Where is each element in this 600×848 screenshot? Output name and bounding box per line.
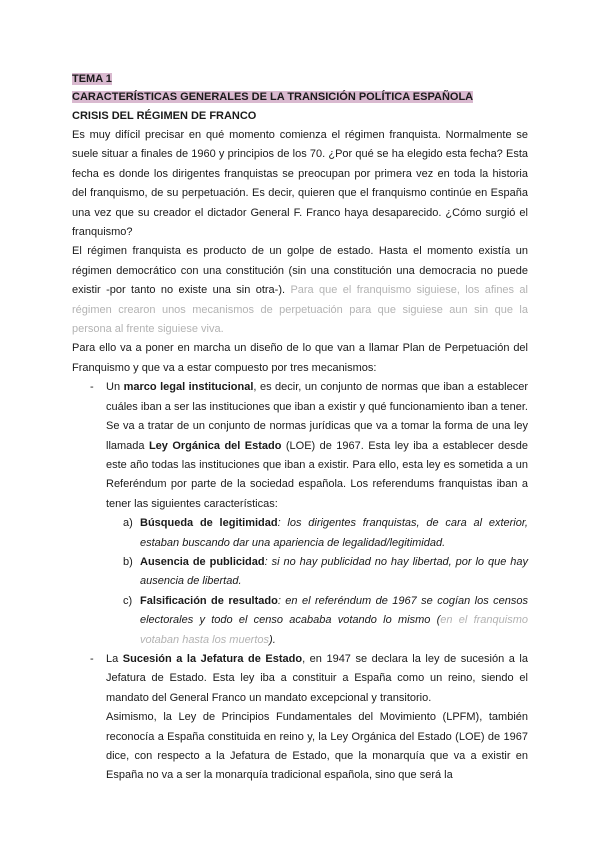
sub-item-end: ).	[269, 633, 276, 646]
bullet-text: La	[106, 652, 123, 665]
bullet-dash: -	[90, 381, 94, 394]
sub-item-marker: b)	[123, 555, 133, 568]
sub-item-italic: : en el referéndum de 1967 se cogían los censos electorales y todo el censo acababa votando lo mismo (	[140, 594, 529, 627]
paragraph-plan: Para ello va a poner en marcha un diseño de lo que van a llamar Plan de Perpetuación del Franquismo y que va a estar compuesto por tres mecanismos:	[72, 342, 528, 374]
bullet-marco-legal	[72, 378, 528, 514]
sub-item-c	[72, 592, 528, 650]
bullet-text: , es decir, un conjunto de normas que iban a establecer cuáles iban a ser las instituciones que iban a existir y qué funcionamiento iban a tener. Se va a tratar de un conjunto de normas jurídicas que va a tomar la forma de una ley llamada	[106, 381, 528, 452]
bullet-text: Asimismo, la Ley de Principios Fundamentales del Movimiento (LPFM), también reconocía a España constituida en reino y, la Ley Orgánica del Estado (LOE) de 1967 dice, con respecto a la Jefatura de Estado, que la monarquía que va a existir en España no va a ser la monarquía tradicional española, sino que será la	[106, 711, 528, 782]
sub-item-bold: Falsificación de resultado	[140, 594, 278, 607]
paragraph-origin-gray-text: Para que el franquismo siguiese, los afines al régimen crearon unos mecanismos de perpetuación para que siguiese aun sin que la persona al frente siguiese viva.	[72, 284, 528, 336]
sub-item-marker: c)	[123, 594, 133, 607]
document-title-text: CARACTERÍSTICAS GENERALES DE LA TRANSICIÓN POLÍTICA ESPAÑOLA	[72, 91, 474, 103]
bullet-text: (LOE) de 1967. Esta ley iba a establecer desde este año todas las instituciones que iban a existir. Para ello, esta ley es sometida a un Referéndum por parte de la sociedad española. Los referendums franquistas iban a tener las siguientes características:	[106, 439, 529, 510]
sub-item-italic: : los dirigentes franquistas, de cara al exterior, estaban buscando dar una apariencia de legalidad/legitimidad.	[140, 517, 528, 549]
paragraph-intro: Es muy difícil precisar en qué momento comienza el régimen franquista. Normalmente se suele situar a finales de 1960 y principios de los 70. ¿Por qué se ha elegido esta fecha? Esta fecha es donde los dirigentes franquistas se preocupan por primera vez en toda la historia del franquismo, de su perpetuación. Es decir, quieren que el franquismo continúe en España una vez que su creador el dictador General F. Franco haya desaparecido. ¿Cómo surgió el franquismo?	[72, 129, 528, 239]
bullet-sucesion-continued	[72, 708, 528, 786]
sub-item-gray-text: en el franquismo votaban hasta los muertos	[140, 614, 528, 646]
sub-item-a	[72, 514, 528, 553]
bullet-text: , en 1947 se declara la ley de sucesión a la Jefatura de Estado. Esta ley iba a constituir a España como un reino, siendo el mandato del General Franco un mandato excepcional y transitorio.	[106, 652, 528, 704]
sub-item-b	[72, 553, 528, 592]
sub-item-italic: : si no hay publicidad no hay libertad, por lo que hay ausencia de libertad.	[140, 555, 528, 588]
section-heading: CRISIS DEL RÉGIMEN DE FRANCO	[72, 110, 257, 122]
tema-heading	[72, 70, 528, 88]
bullet-bold-term: marco legal institucional	[123, 381, 254, 394]
bullet-bold-term: Ley Orgánica del Estado	[148, 439, 282, 452]
paragraph-origin-text: El régimen franquista es producto de un golpe de estado. Hasta el momento existía un régimen democrático con una constitución (sin una constitución una democracia no puede existir -por tanto no existe una sin otra-).	[72, 245, 528, 297]
document-title	[72, 88, 528, 106]
tema-label: TEMA 1	[72, 73, 112, 85]
sub-item-bold: Ausencia de publicidad	[140, 555, 265, 568]
sub-item-bold: Búsqueda de legitimidad	[140, 517, 278, 530]
bullet-text: Un	[106, 381, 124, 394]
sub-item-marker: a)	[123, 517, 133, 530]
paragraph-origin	[72, 242, 528, 339]
bullet-sucesion	[72, 650, 528, 708]
bullet-bold-term: Sucesión a la Jefatura de Estado	[122, 652, 303, 665]
bullet-dash: -	[90, 652, 94, 665]
